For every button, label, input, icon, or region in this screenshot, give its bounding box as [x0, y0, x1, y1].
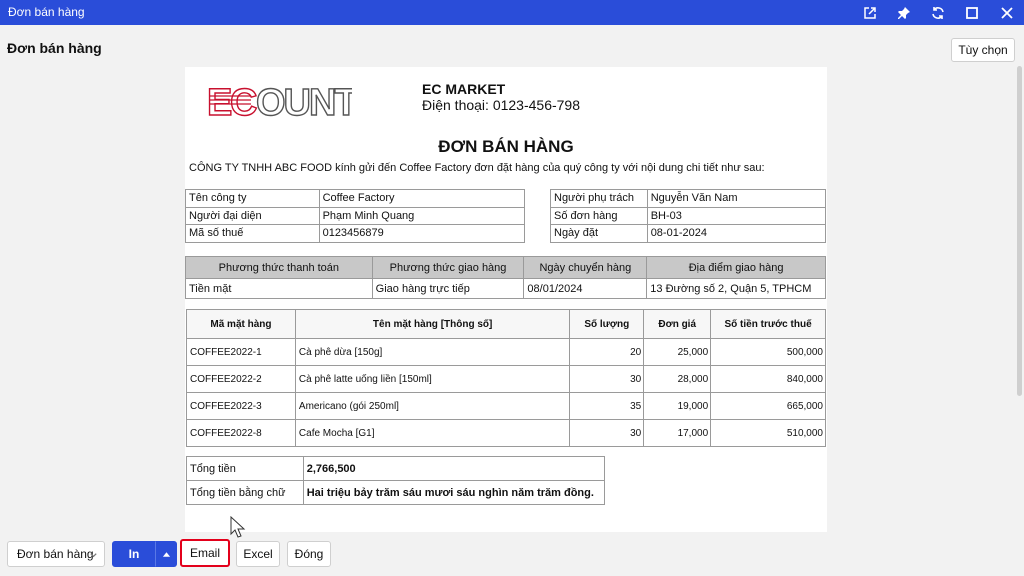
item-name: Cà phê dừa [150g]	[295, 339, 569, 366]
column-header: Đơn giá	[644, 310, 711, 339]
table-cell: Giao hàng trực tiếp	[372, 279, 524, 299]
info-label: Tên công ty	[186, 190, 320, 208]
table-row	[187, 393, 826, 420]
column-header: Phương thức giao hàng	[372, 257, 524, 279]
info-label: Người phụ trách	[551, 190, 648, 208]
item-code: COFFEE2022-8	[187, 420, 296, 447]
item-qty: 35	[570, 393, 644, 420]
info-label: Ngày đặt	[551, 225, 648, 243]
item-code: COFFEE2022-3	[187, 393, 296, 420]
page-title: Đơn bán hàng	[7, 40, 102, 56]
svg-text:C: C	[230, 82, 256, 120]
document-preview	[185, 67, 827, 532]
info-value: 08-01-2024	[647, 225, 825, 243]
caret-up-icon	[162, 547, 171, 561]
item-price: 25,000	[644, 339, 711, 366]
company-phone: Điện thoại: 0123-456-798	[422, 97, 581, 113]
maximize-icon[interactable]	[962, 3, 982, 23]
column-header: Mã mặt hàng	[187, 310, 296, 339]
info-value: Phạm Minh Quang	[319, 207, 524, 225]
table-row	[186, 279, 826, 299]
item-name: Americano (gói 250ml]	[295, 393, 569, 420]
total-value: 2,766,500	[303, 457, 604, 481]
chevron-down-icon	[89, 549, 98, 563]
document-title: ĐƠN BÁN HÀNG	[438, 137, 574, 156]
table-row	[551, 190, 826, 208]
items-table	[186, 309, 826, 447]
table-row	[186, 225, 525, 243]
document-intro: CÔNG TY TNHH ABC FOOD kính gửi đến Coffee Factory đơn đặt hàng của quý công ty với nội dung chi tiết như sau:	[189, 162, 765, 174]
info-label: Mã số thuế	[186, 225, 320, 243]
totals-table	[186, 456, 605, 505]
options-button[interactable]: Tùy chọn	[951, 38, 1015, 62]
scrollbar-thumb[interactable]	[1017, 66, 1022, 396]
info-value: Nguyễn Văn Nam	[647, 190, 825, 208]
table-row	[186, 207, 525, 225]
email-button[interactable]: Email	[180, 539, 230, 567]
item-code: COFFEE2022-2	[187, 366, 296, 393]
table-row	[187, 339, 826, 366]
item-amount: 510,000	[711, 420, 826, 447]
svg-text:E: E	[207, 82, 231, 120]
item-amount: 500,000	[711, 339, 826, 366]
column-header: Phương thức thanh toán	[186, 257, 373, 279]
window-title: Đơn bán hàng	[8, 5, 85, 19]
item-name: Cafe Mocha [G1]	[295, 420, 569, 447]
svg-text:OUNT: OUNT	[256, 82, 352, 120]
table-row	[187, 420, 826, 447]
table-cell: Tiền mặt	[186, 279, 373, 299]
customer-info-table	[185, 189, 525, 243]
column-header: Địa điểm giao hàng	[647, 257, 826, 279]
table-cell: 08/01/2024	[524, 279, 647, 299]
total-words-value: Hai triệu bảy trăm sáu mươi sáu nghìn năm trăm đồng.	[303, 481, 604, 505]
table-row	[187, 481, 605, 505]
item-amount: 665,000	[711, 393, 826, 420]
close-button[interactable]: Đóng	[287, 541, 331, 567]
info-label: Số đơn hàng	[551, 207, 648, 225]
table-row	[551, 225, 826, 243]
table-row	[187, 457, 605, 481]
column-header: Số lượng	[570, 310, 644, 339]
print-options-button[interactable]	[155, 541, 177, 567]
item-price: 19,000	[644, 393, 711, 420]
column-header: Số tiền trước thuế	[711, 310, 826, 339]
order-info-table	[550, 189, 826, 243]
mouse-cursor-icon	[230, 516, 246, 538]
excel-button[interactable]: Excel	[236, 541, 280, 567]
pin-icon[interactable]	[894, 3, 914, 23]
table-cell: 13 Đường số 2, Quận 5, TPHCM	[647, 279, 826, 299]
column-header: Tên mặt hàng [Thông số]	[295, 310, 569, 339]
external-link-icon[interactable]	[860, 3, 880, 23]
item-amount: 840,000	[711, 366, 826, 393]
info-value: 0123456879	[319, 225, 524, 243]
table-header-row	[186, 257, 826, 279]
refresh-icon[interactable]	[928, 3, 948, 23]
table-row	[551, 207, 826, 225]
item-name: Cà phê latte uống liền [150ml]	[295, 366, 569, 393]
item-qty: 20	[570, 339, 644, 366]
info-value: Coffee Factory	[319, 190, 524, 208]
window-titlebar	[0, 0, 1024, 25]
ecount-logo	[207, 82, 352, 120]
total-label: Tổng tiền	[187, 457, 304, 481]
close-icon[interactable]	[997, 3, 1017, 23]
company-name: EC MARKET	[422, 81, 506, 97]
table-row	[186, 190, 525, 208]
item-qty: 30	[570, 366, 644, 393]
info-value: BH-03	[647, 207, 825, 225]
table-row	[187, 366, 826, 393]
form-type-select[interactable]	[7, 541, 105, 567]
print-button[interactable]: In	[112, 541, 156, 567]
table-header-row	[187, 310, 826, 339]
column-header: Ngày chuyển hàng	[524, 257, 647, 279]
total-words-label: Tổng tiền bằng chữ	[187, 481, 304, 505]
item-qty: 30	[570, 420, 644, 447]
item-price: 17,000	[644, 420, 711, 447]
delivery-table	[185, 256, 826, 299]
item-code: COFFEE2022-1	[187, 339, 296, 366]
item-price: 28,000	[644, 366, 711, 393]
info-label: Người đại diện	[186, 207, 320, 225]
form-type-select-value: Đơn bán hàng	[17, 547, 94, 561]
